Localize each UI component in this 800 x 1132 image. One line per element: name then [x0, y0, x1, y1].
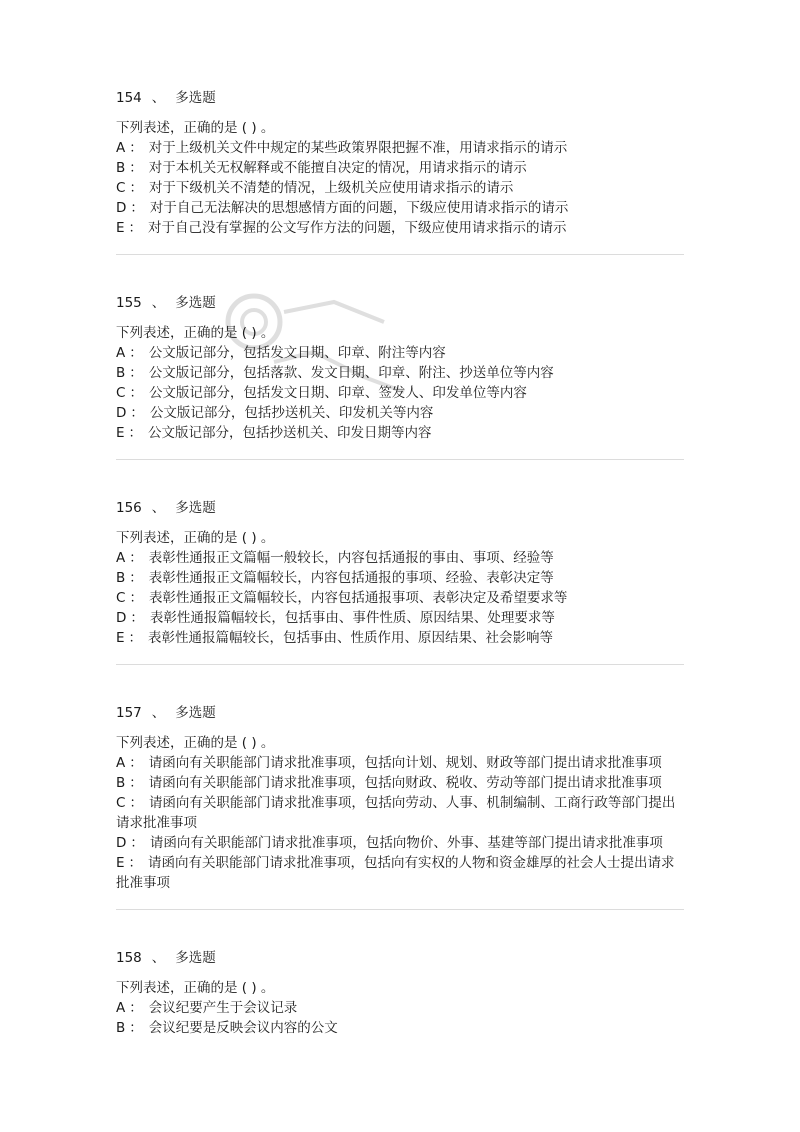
question-block	[116, 293, 684, 443]
question-spacer	[116, 665, 684, 703]
question-block	[116, 703, 684, 893]
option-letter: B	[116, 1020, 126, 1036]
option-text: 表彰性通报篇幅较长，包括事由、事件性质、原因结果、处理要求等	[149, 610, 555, 626]
question-list	[116, 88, 684, 1038]
question-number-separator: 、	[151, 705, 166, 721]
question-type: 多选题	[175, 705, 216, 721]
option-item	[116, 178, 684, 198]
option-text: 请函向有关职能部门请求批准事项，包括向财政、税收、劳动等部门提出请求批准事项	[148, 775, 662, 791]
question-header	[116, 498, 684, 518]
question-spacer	[116, 255, 684, 293]
option-item	[116, 853, 684, 893]
question-stem: 下列表述，正确的是 ( ) 。	[116, 325, 275, 341]
question-spacer	[116, 460, 684, 498]
option-separator: ：	[129, 180, 143, 196]
question-stem: 下列表述，正确的是 ( ) 。	[116, 735, 275, 751]
option-separator: ：	[130, 835, 144, 851]
option-item	[116, 158, 684, 178]
option-letter: B	[116, 570, 126, 586]
option-item	[116, 138, 684, 158]
option-separator: ：	[130, 405, 144, 421]
option-letter: B	[116, 160, 126, 176]
option-item	[116, 423, 684, 443]
option-text: 请函向有关职能部门请求批准事项，包括向有实权的人物和资金雄厚的社会人士提出请求批准事项	[116, 855, 675, 891]
option-text: 请函向有关职能部门请求批准事项，包括向计划、规划、财政等部门提出请求批准事项	[148, 755, 662, 771]
option-item	[116, 383, 684, 403]
option-item	[116, 1018, 684, 1038]
option-text: 对于下级机关不清楚的情况，上级机关应使用请求指示的请示	[148, 180, 514, 196]
option-letter: E	[116, 220, 125, 236]
option-item	[116, 833, 684, 853]
option-item	[116, 363, 684, 383]
question-block	[116, 498, 684, 648]
option-letter: A	[116, 140, 126, 156]
question-stem: 下列表述，正确的是 ( ) 。	[116, 980, 275, 996]
question-header	[116, 88, 684, 108]
option-item	[116, 548, 684, 568]
option-letter: D	[116, 405, 127, 421]
option-separator: ：	[129, 550, 143, 566]
question-number: 155	[116, 295, 142, 311]
option-separator: ：	[129, 160, 143, 176]
option-letter: A	[116, 550, 126, 566]
option-text: 请函向有关职能部门请求批准事项，包括向物价、外事、基建等部门提出请求批准事项	[149, 835, 663, 851]
question-block	[116, 948, 684, 1038]
question-spacer	[116, 910, 684, 948]
option-text: 公文版记部分，包括发文日期、印章、附注等内容	[148, 345, 446, 361]
question-number-separator: 、	[151, 500, 166, 516]
option-item	[116, 198, 684, 218]
option-separator: ：	[129, 590, 143, 606]
option-letter: C	[116, 795, 126, 811]
option-letter: C	[116, 180, 126, 196]
option-item	[116, 628, 684, 648]
question-header	[116, 948, 684, 968]
option-item	[116, 588, 684, 608]
option-item	[116, 343, 684, 363]
question-number: 156	[116, 500, 142, 516]
option-item	[116, 218, 684, 238]
option-text: 请函向有关职能部门请求批准事项，包括向劳动、人事、机制编制、工商行政等部门提出请求批准事项	[116, 795, 676, 831]
option-text: 对于自己没有掌握的公文写作方法的问题，下级应使用请求指示的请示	[148, 220, 567, 236]
option-separator: ：	[130, 200, 144, 216]
option-item	[116, 608, 684, 628]
option-text: 公文版记部分，包括落款、发文日期、印章、附注、抄送单位等内容	[148, 365, 554, 381]
option-letter: E	[116, 855, 125, 871]
option-separator: ：	[129, 1020, 143, 1036]
option-letter: B	[116, 775, 126, 791]
option-separator: ：	[129, 385, 143, 401]
option-item	[116, 998, 684, 1018]
option-letter: D	[116, 610, 127, 626]
option-text: 对于本机关无权解释或不能擅自决定的情况，用请求指示的请示	[148, 160, 527, 176]
option-letter: A	[116, 755, 126, 771]
question-stem: 下列表述，正确的是 ( ) 。	[116, 120, 275, 136]
question-number: 158	[116, 950, 142, 966]
option-item	[116, 403, 684, 423]
question-number-separator: 、	[151, 295, 166, 311]
option-text: 会议纪要是反映会议内容的公文	[148, 1020, 338, 1036]
option-text: 公文版记部分，包括抄送机关、印发机关等内容	[149, 405, 434, 421]
option-separator: ：	[129, 795, 143, 811]
option-letter: E	[116, 630, 125, 646]
option-item	[116, 773, 684, 793]
option-separator: ：	[128, 425, 143, 441]
question-block	[116, 88, 684, 238]
option-separator: ：	[129, 1000, 143, 1016]
option-text: 对于自己无法解决的思想感情方面的问题，下级应使用请求指示的请示	[149, 200, 569, 216]
option-text: 表彰性通报正文篇幅较长，内容包括通报的事项、经验、表彰决定等	[148, 570, 554, 586]
option-letter: A	[116, 345, 126, 361]
option-separator: ：	[129, 755, 143, 771]
option-letter: E	[116, 425, 125, 441]
option-item	[116, 753, 684, 773]
option-separator: ：	[129, 775, 143, 791]
question-header	[116, 703, 684, 723]
question-type: 多选题	[175, 90, 216, 106]
option-letter: C	[116, 590, 126, 606]
option-separator: ：	[129, 345, 143, 361]
question-stem: 下列表述，正确的是 ( ) 。	[116, 530, 275, 546]
option-separator: ：	[129, 140, 143, 156]
question-number-separator: 、	[151, 950, 166, 966]
option-text: 会议纪要产生于会议记录	[148, 1000, 298, 1016]
option-letter: D	[116, 835, 127, 851]
question-header	[116, 293, 684, 313]
option-text: 表彰性通报篇幅较长，包括事由、性质作用、原因结果、社会影响等	[148, 630, 554, 646]
option-text: 公文版记部分，包括抄送机关、印发日期等内容	[148, 425, 432, 441]
question-number-separator: 、	[151, 90, 166, 106]
question-type: 多选题	[175, 500, 216, 516]
question-type: 多选题	[175, 295, 216, 311]
option-letter: A	[116, 1000, 126, 1016]
option-letter: D	[116, 200, 127, 216]
option-separator: ：	[128, 630, 143, 646]
option-item	[116, 793, 684, 833]
option-separator: ：	[129, 570, 143, 586]
option-separator: ：	[129, 365, 143, 381]
option-item	[116, 568, 684, 588]
option-letter: C	[116, 385, 126, 401]
option-text: 对于上级机关文件中规定的某些政策界限把握不准，用请求指示的请示	[148, 140, 568, 156]
option-letter: B	[116, 365, 126, 381]
option-text: 表彰性通报正文篇幅一般较长，内容包括通报的事由、事项、经验等	[148, 550, 554, 566]
option-text: 公文版记部分，包括发文日期、印章、签发人、印发单位等内容	[148, 385, 527, 401]
question-number: 157	[116, 705, 142, 721]
option-text: 表彰性通报正文篇幅较长，内容包括通报事项、表彰决定及希望要求等	[148, 590, 568, 606]
question-number: 154	[116, 90, 142, 106]
option-separator: ：	[128, 220, 143, 236]
question-type: 多选题	[175, 950, 216, 966]
option-separator: ：	[130, 610, 144, 626]
option-separator: ：	[128, 855, 143, 871]
